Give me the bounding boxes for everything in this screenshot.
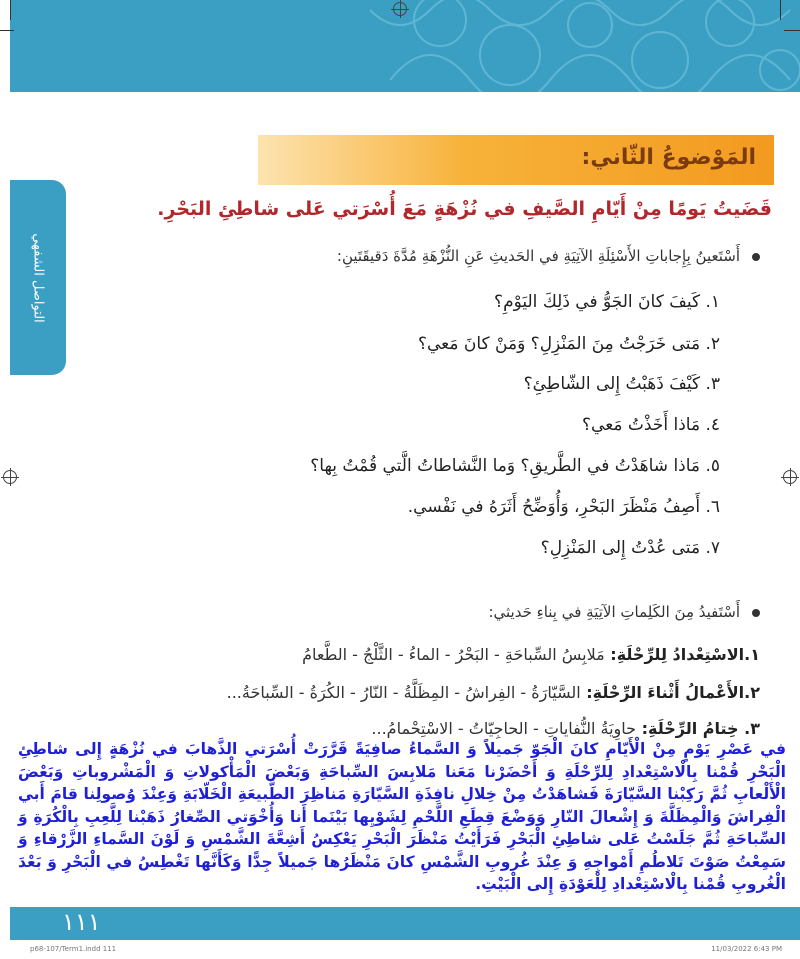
word-group [60,645,760,664]
word-group-words: مَلابِسُ السِّباحَةِ - البَحْرُ - الماءُ - الثَّلْجُ - الطَّعامُ [302,645,605,664]
word-group-label: ٣. خِتامُ الرِّحْلَةِ: [641,719,760,738]
registration-mark-top [393,2,407,16]
bullet-icon [752,253,760,261]
print-timestamp: 11/03/2022 6:43 PM [711,945,782,953]
registration-mark-right [783,470,797,484]
answer-paragraph: في عَصْرِ يَوْمٍ مِنْ الْأَيّامِ كانَ الْجَوّ جَميلاً وَ السَّماءُ صافِيَةً قَرَّرَتْ أُسْرَتي الذَّهابَ في نُزْهَةٍ إِلى شاطِئِ الْبَحْرِ قُمْنا بِالْاسْتِعْدادِ لِلرِّحْلَةِ وَ أَحْضَرْنا مَعَنا مَلابِسَ السِّباحَةِ وَبَعْضَ الْمَأْكولاتِ وَ الْمَشْروباتِ وَبَعْضَ الْأَلْعابِ ثُمَّ رَكِبْنا السَّيّارَةَ فَشاهَدْتُ مِنْ خِلالِ نافِذَةِ السَّيّارَةِ مَناظِرَ الطَّبيعَةِ الْخَلّابَةِ وَعِنْدَ وُصولِنا قامَ أَبي الْفِراشَ وَالْمِظَلَّةَ وَ إِشْعالَ النّارِ وَوَضْعَ قِطَعِ اللَّحْمِ لِشَوْيِها بَيْنَما أَنا وَأُخْوَتي الصِّغارُ ذَهَبْنا لِلَّعِبِ بِالْكُرَةِ وَ السِّباحَةِ ثُمَّ جَلَسْتُ عَلى شاطِئِ الْبَحْرِ فَرَأَيْتُ مَنْظَرَ الْبَحْرِ يَعْكِسُ أَشِعَّةَ الشَّمْسِ وَ لَوْنَ السَّماءِ الزَّرْقاءِ وَ سَمِعْتُ صَوْتَ تَلاطُمِ أَمْواجِهِ وَ عِنْدَ غُروبِ الشَّمْسِ كانَ مَنْظَرُها جَميلاً جِدًّا وَكَأَنَّها تَغْطِسُ في الْبَحْرِ وَ بَعْدَ الْغُروبِ قُمْنا بِالْاسْتِعْدادِ لِلْعَوْدَةِ إِلى الْبَيْتِ. [18,740,786,893]
question-item: ١. كَيفَ كانَ الجَوُّ في ذَلِكَ اليَوْمِ؟ [494,292,720,312]
topic-title: المَوْضوعُ الثّاني: [581,145,756,170]
side-tab-label: التواصل الشفهي [30,232,46,323]
instruction-questions [40,247,760,265]
word-group [60,683,760,702]
crop-mark [780,0,781,20]
question-item: ٢. مَتى خَرَجْتُ مِنَ المَنْزِلِ؟ وَمَنْ كانَ مَعي؟ [417,334,720,354]
instruction-text: أَسْتَفيدُ مِنَ الكَلِماتِ الآتِيَةِ في بِناءِ حَديثي: [488,603,740,621]
question-item: ٤. مَاذا أَخَذْتُ مَعي؟ [582,415,720,435]
question-item: ٣. كَيْفَ ذَهَبْتُ إِلى الشّاطِئِ؟ [523,374,720,394]
instruction-words [40,603,760,621]
word-group-label: ١.الاسْتِعْدادُ لِلرِّحْلَةِ: [610,645,760,664]
registration-mark-left [3,470,17,484]
question-item: ٥. مَاذا شاهَدْتُ في الطَّريقِ؟ وَما النَّشاطاتُ الَّتي قُمْتُ بِها؟ [310,456,720,476]
crop-mark [784,30,800,31]
topic-title-bar [258,135,774,185]
word-group [60,719,760,738]
word-group-words: السَّيّارَةُ - الفِراشُ - المِظَلَّةُ - النّارُ - الكُرَةُ - السِّباحَةُ... [226,683,581,702]
word-group-words: حاوِيَةُ النُّفاياتِ - الحاجِيّاتُ - الاسْتِحْمامُ... [371,719,637,738]
file-info: p68-107/Term1.indd 111 [30,945,117,953]
footer-band [10,907,800,940]
essay-subject: قَضَيتُ يَومًا مِنْ أَيّامِ الصَّيفِ في نُزْهَةٍ مَعَ أُسْرَتي عَلى شاطِئِ البَحْرِ. [157,198,772,220]
instruction-text: أَسْتَعينُ بِإِجاباتِ الأَسْئِلَةِ الآتِيَةِ في الحَديثِ عَنِ النُّزْهَةِ مُدَّةَ دَقيقَتَينِ: [336,247,740,265]
bullet-icon [752,609,760,617]
section-side-tab [10,180,66,375]
crop-mark [10,0,11,20]
question-item: ٧. مَتى عُدْتُ إِلى المَنْزِلِ؟ [540,538,720,558]
question-item: ٦. أَصِفُ مَنْظَرَ البَحْرِ، وَأُوَضِّحُ أَثَرَهُ في نَفْسي. [407,497,720,517]
crop-mark [0,30,14,31]
word-group-label: ٢.الأَعْمالُ أَثْناءَ الرِّحْلَةِ: [586,683,760,702]
page-number: ١١١ [62,908,101,936]
